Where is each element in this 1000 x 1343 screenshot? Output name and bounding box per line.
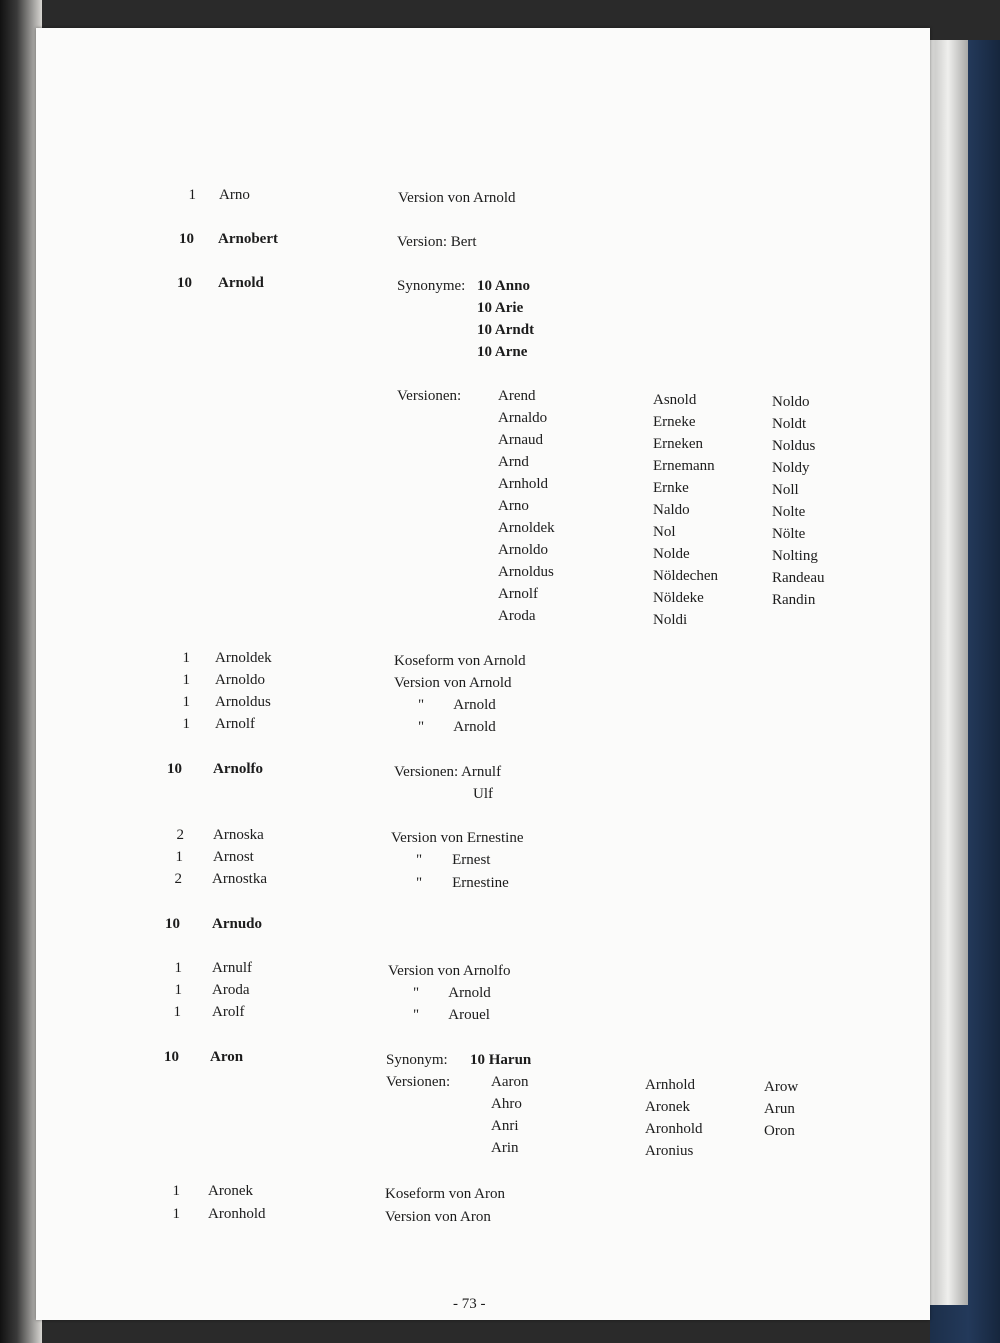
entry-count: 1 [182, 672, 190, 688]
entry-count: 10 [177, 275, 192, 291]
entry-count: 10 [165, 916, 180, 932]
entry-description: Version von Arnold [394, 675, 512, 691]
page-number: - 73 - [453, 1296, 486, 1312]
entry-count: 1 [182, 650, 190, 666]
entry-count: 1 [174, 982, 182, 998]
synonym: 10 Arne [477, 344, 528, 360]
synonyms-label: Synonyme: [397, 278, 466, 294]
entry-name: Arnostka [212, 871, 267, 887]
entry-name: Aronhold [208, 1206, 266, 1222]
versions-label: Versionen: [397, 388, 462, 404]
version-name: Arnaldo [498, 410, 548, 426]
entry-count: 1 [182, 716, 190, 732]
version-name: Asnold [653, 392, 697, 408]
version-name: Noldus [772, 438, 816, 454]
entry-description: Koseform von Arnold [394, 653, 526, 669]
version-name: Ulf [473, 786, 493, 802]
version-name: Randin [772, 592, 816, 608]
version-name: Aronius [645, 1143, 694, 1159]
version-name: Nöldeke [653, 590, 704, 606]
entry-count: 1 [172, 1206, 180, 1222]
entry-count: 1 [188, 187, 196, 203]
synonym: 10 Harun [470, 1052, 532, 1068]
document-page [36, 28, 930, 1320]
version-name: Anri [491, 1118, 519, 1134]
version-name: Noldt [772, 416, 807, 432]
entry-count: 1 [173, 1004, 181, 1020]
entry-name: Arnost [213, 849, 254, 865]
version-name: Noldo [772, 394, 810, 410]
entry-name: Aronek [208, 1183, 253, 1199]
entry-description: " Arnold [418, 719, 496, 735]
entry-count: 10 [179, 231, 194, 247]
entry-description: Version von Ernestine [391, 830, 524, 846]
version-name: Arnaud [498, 432, 543, 448]
entry-count: 1 [175, 849, 183, 865]
entry-name: Arnobert [218, 231, 278, 247]
version-name: Arnd [498, 454, 529, 470]
version-name: Aronek [645, 1099, 690, 1115]
entry-name: Arnoldek [215, 650, 272, 666]
version-name: Arow [764, 1079, 799, 1095]
entry-name: Arolf [212, 1004, 245, 1020]
version-name: Ernemann [653, 458, 715, 474]
entry-description: " Ernestine [416, 875, 509, 891]
version-name: Randeau [772, 570, 825, 586]
entry-count: 10 [164, 1049, 179, 1065]
entry-name: Arnold [218, 275, 264, 291]
version-name: Nol [653, 524, 676, 540]
entry-description: Version: Bert [397, 234, 477, 250]
entry-count: 2 [174, 871, 182, 887]
entry-count: 10 [167, 761, 182, 777]
entry-description: Koseform von Aron [385, 1186, 505, 1202]
entry-count: 1 [172, 1183, 180, 1199]
version-name: Ahro [491, 1096, 522, 1112]
entry-count: 2 [176, 827, 184, 843]
entry-name: Arnoldus [215, 694, 271, 710]
version-name: Arun [764, 1101, 795, 1117]
entry-name: Aroda [212, 982, 250, 998]
entry-name: Aron [210, 1049, 244, 1065]
synonyms-label: Synonym: [386, 1052, 448, 1068]
version-name: Arnoldus [498, 564, 554, 580]
version-name: Noldy [772, 460, 810, 476]
entry-description: " Ernest [416, 852, 491, 868]
synonym: 10 Arie [477, 300, 524, 316]
entry-count: 1 [174, 960, 182, 976]
versions-label: Versionen: [386, 1074, 451, 1090]
entry-description: " Arnold [413, 985, 491, 1001]
synonym: 10 Anno [477, 278, 530, 294]
version-name: Aroda [498, 608, 536, 624]
entry-name: Arno [219, 187, 250, 203]
version-name: Arnhold [645, 1077, 695, 1093]
version-name: Arnhold [498, 476, 548, 492]
version-name: Nolte [772, 504, 806, 520]
entry-name: Arnulf [212, 960, 252, 976]
version-name: Naldo [653, 502, 690, 518]
entry-description: Version von Aron [385, 1209, 491, 1225]
version-name: Arnoldek [498, 520, 555, 536]
version-name: Noldi [653, 612, 688, 628]
entry-name: Arnoldo [215, 672, 265, 688]
version-name: Nöldechen [653, 568, 718, 584]
version-name: Nolde [653, 546, 690, 562]
entry-name: Arnolfo [213, 761, 263, 777]
entry-description: Version von Arnold [398, 190, 516, 206]
entry-name: Arnoska [213, 827, 264, 843]
version-name: Nolting [772, 548, 818, 564]
version-name: Arnoldo [498, 542, 548, 558]
version-name: Aaron [491, 1074, 529, 1090]
entry-count: 1 [182, 694, 190, 710]
entry-name: Arnolf [215, 716, 255, 732]
entry-name: Arnudo [212, 916, 263, 932]
version-name: Noll [772, 482, 799, 498]
version-name: Nölte [772, 526, 806, 542]
version-name: Aronhold [645, 1121, 703, 1137]
version-name: Ernke [653, 480, 689, 496]
entry-description: Version von Arnolfo [388, 963, 511, 979]
version-name: Arend [498, 388, 536, 404]
entry-description: " Arnold [418, 697, 496, 713]
entry-description: Versionen: Arnulf [394, 764, 502, 780]
version-name: Arin [491, 1140, 519, 1156]
entry-description: " Arouel [413, 1007, 490, 1023]
version-name: Erneken [653, 436, 703, 452]
version-name: Erneke [653, 414, 696, 430]
version-name: Arno [498, 498, 529, 514]
version-name: Arnolf [498, 586, 538, 602]
version-name: Oron [764, 1123, 795, 1139]
synonym: 10 Arndt [477, 322, 535, 338]
